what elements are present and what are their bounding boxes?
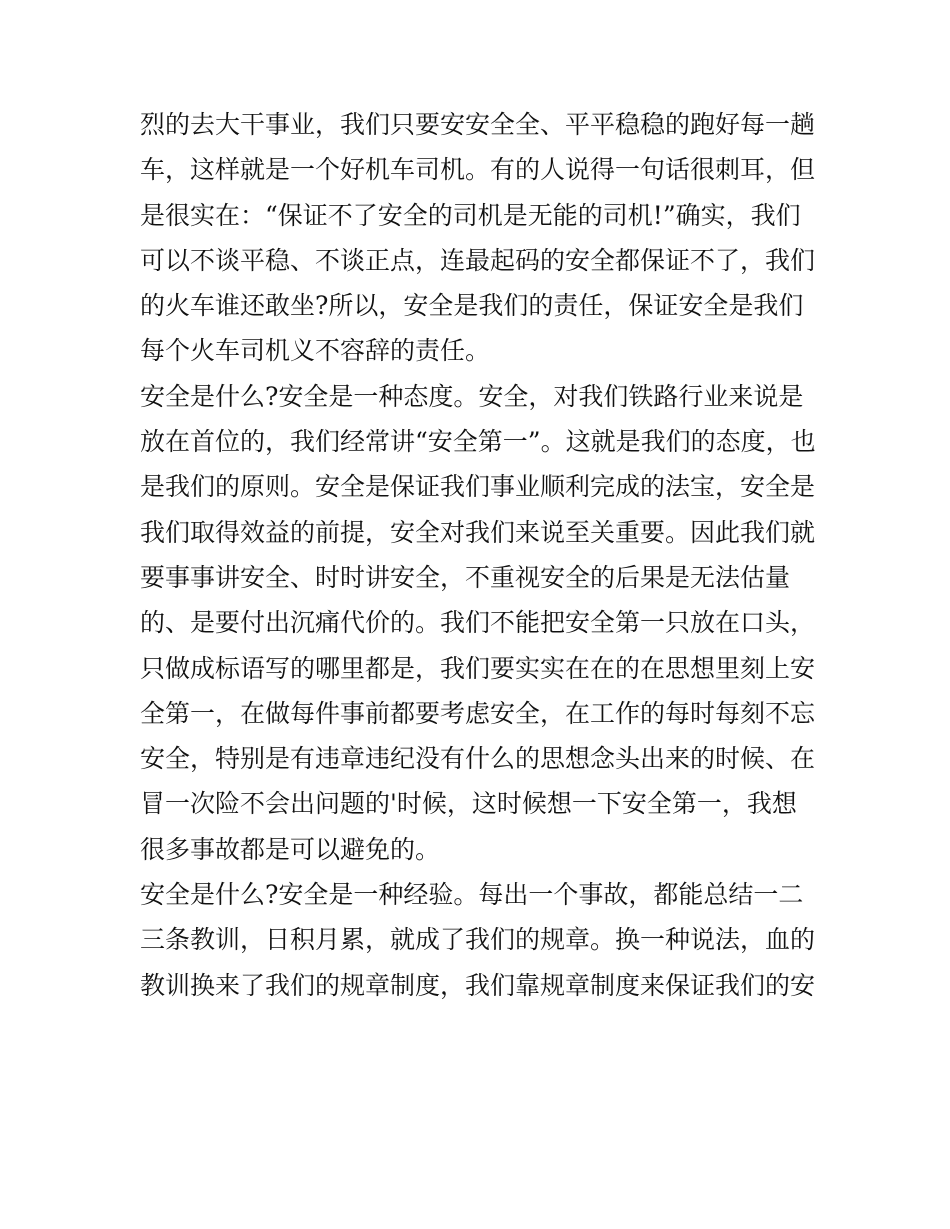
text-line: 很多事故都是可以避免的。 bbox=[140, 834, 441, 864]
text-line: 安全是什么?安全是一种经验。每出一个事故，都能总结一二 bbox=[140, 880, 804, 910]
text-line: 我们取得效益的前提，安全对我们来说至关重要。因此我们就 bbox=[140, 517, 816, 547]
body-text bbox=[140, 102, 840, 1008]
text-line: 放在首位的，我们经常讲“安全第一”。这就是我们的态度，也 bbox=[140, 427, 816, 457]
text-line: 是我们的原则。安全是保证我们事业顺利完成的法宝，安全是 bbox=[140, 472, 816, 502]
text-line: 车，这样就是一个好机车司机。有的人说得一句话很刺耳，但 bbox=[140, 155, 816, 185]
text-line: 烈的去大干事业，我们只要安安全全、平平稳稳的跑好每一趟 bbox=[140, 110, 816, 139]
text-line: 全第一，在做每件事前都要考虑安全，在工作的每时每刻不忘 bbox=[140, 698, 816, 728]
text-line: 每个火车司机义不容辞的责任。 bbox=[140, 336, 491, 366]
text-line: 的、是要付出沉痛代价的。我们不能把安全第一只放在口头， bbox=[140, 608, 816, 638]
text-line: 安全是什么?安全是一种态度。安全，对我们铁路行业来说是 bbox=[140, 381, 804, 411]
text-line: 三条教训，日积月累，就成了我们的规章。换一种说法，血的 bbox=[140, 925, 816, 955]
text-line: 只做成标语写的哪里都是，我们要实实在在的在思想里刻上安 bbox=[140, 653, 816, 683]
text-line: 冒一次险不会出问题的'时候，这时候想一下安全第一，我想 bbox=[140, 789, 797, 819]
text-line: 是很实在：“保证不了安全的司机是无能的司机!”确实，我们 bbox=[140, 200, 801, 230]
text-line: 教训换来了我们的规章制度，我们靠规章制度来保证我们的安 bbox=[140, 970, 816, 1000]
text-line: 的火车谁还敢坐?所以，安全是我们的责任，保证安全是我们 bbox=[140, 291, 804, 321]
text-line: 要事事讲安全、时时讲安全，不重视安全的后果是无法估量 bbox=[140, 562, 791, 592]
text-line: 安全，特别是有违章违纪没有什么的思想念头出来的时候、在 bbox=[140, 744, 816, 774]
text-line: 可以不谈平稳、不谈正点，连最起码的安全都保证不了，我们 bbox=[140, 245, 816, 275]
